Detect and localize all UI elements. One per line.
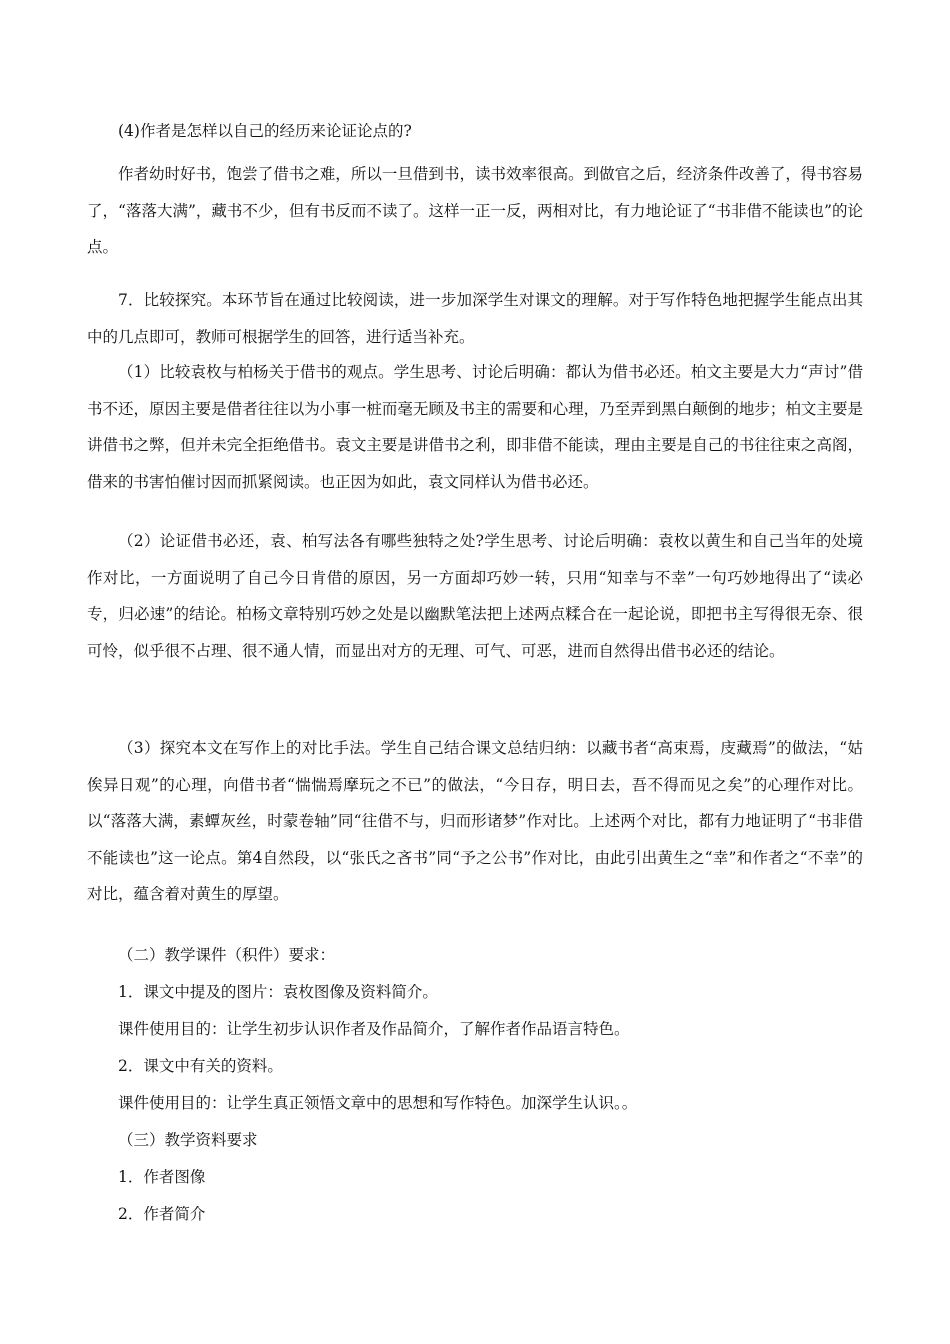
courseware-requirements-heading: （二）教学课件（积件）要求： <box>118 946 336 964</box>
compare-point-3-paragraph: （3）探究本文在写作上的对比手法。学生自己结合课文总结归纳：以藏书者“高束焉，庋藏焉”的做法，“姑俟异日观”的心理，向借书者“惴惴焉摩玩之不已”的做法，“今日存，明日去，吾不得而见之矣”的心理作对比。以“落落大满，素蟫灰丝，时蒙卷轴”同“往借不与，归而形诸梦”作对比。上述两个对比，都有力地证明了“书非借不能读也”这一论点。第4自然段，以“张氏之吝书”同“予之公书”作对比，由此引出黄生之“幸”和作者之“不幸”的对比，蕴含着对黄生的厚望。 <box>87 739 863 903</box>
courseware-item-1: 1．课文中提及的图片：袁枚图像及资料简介。 <box>118 983 438 1001</box>
materials-requirements-heading: （三）教学资料要求 <box>118 1131 258 1149</box>
courseware-purpose-2: 课件使用目的：让学生真正领悟文章中的思想和写作特色。加深学生认识。。 <box>118 1094 638 1112</box>
materials-item-1: 1．作者图像 <box>118 1168 206 1186</box>
compare-point-2-paragraph: （2）论证借书必还，袁、柏写法各有哪些独特之处?学生思考、讨论后明确：袁枚以黄生和自己当年的处境作对比，一方面说明了自己今日肯借的原因，另一方面却巧妙一转，只用“知幸与不幸”一句巧妙地得出了“读必专，归必速”的结论。柏杨文章特别巧妙之处是以幽默笔法把上述两点糅合在一起论说，即把书主写得很无奈、很可怜，似乎很不占理、很不通人情，而显出对方的无理、可气、可恶，进而自然得出借书必还的结论。 <box>87 532 863 660</box>
materials-item-2: 2．作者简介 <box>118 1205 206 1223</box>
question-4: (4)作者是怎样以自己的经历来论证论点的? <box>118 122 412 140</box>
answer-4-paragraph: 作者幼时好书，饱尝了借书之难，所以一旦借到书，读书效率很高。到做官之后，经济条件改善了，得书容易了，“落落大满”，藏书不少，但有书反而不读了。这样一正一反，两相对比，有力地论证了“书非借不能读也”的论点。 <box>87 165 863 256</box>
compare-point-1-paragraph: （1）比较袁枚与柏杨关于借书的观点。学生思考、讨论后明确：都认为借书必还。柏文主要是大力“声讨”借书不还，原因主要是借者往往以为小事一桩而毫无顾及书主的需要和心理，乃至弄到黑白颠倒的地步；柏文主要是讲借书之弊，但并未完全拒绝借书。袁文主要是讲借书之利，即非借不能读，理由主要是自己的书往往束之高阁，借来的书害怕催讨因而抓紧阅读。也正因为如此，袁文同样认为借书必还。 <box>87 363 863 491</box>
courseware-purpose-1: 课件使用目的：让学生初步认识作者及作品简介，了解作者作品语言特色。 <box>118 1020 630 1038</box>
courseware-item-2: 2．课文中有关的资料。 <box>118 1057 283 1075</box>
section-7-paragraph: 7．比较探究。本环节旨在通过比较阅读，进一步加深学生对课文的理解。对于写作特色地把握学生能点出其中的几点即可，教师可根据学生的回答，进行适当补充。 <box>87 291 863 346</box>
